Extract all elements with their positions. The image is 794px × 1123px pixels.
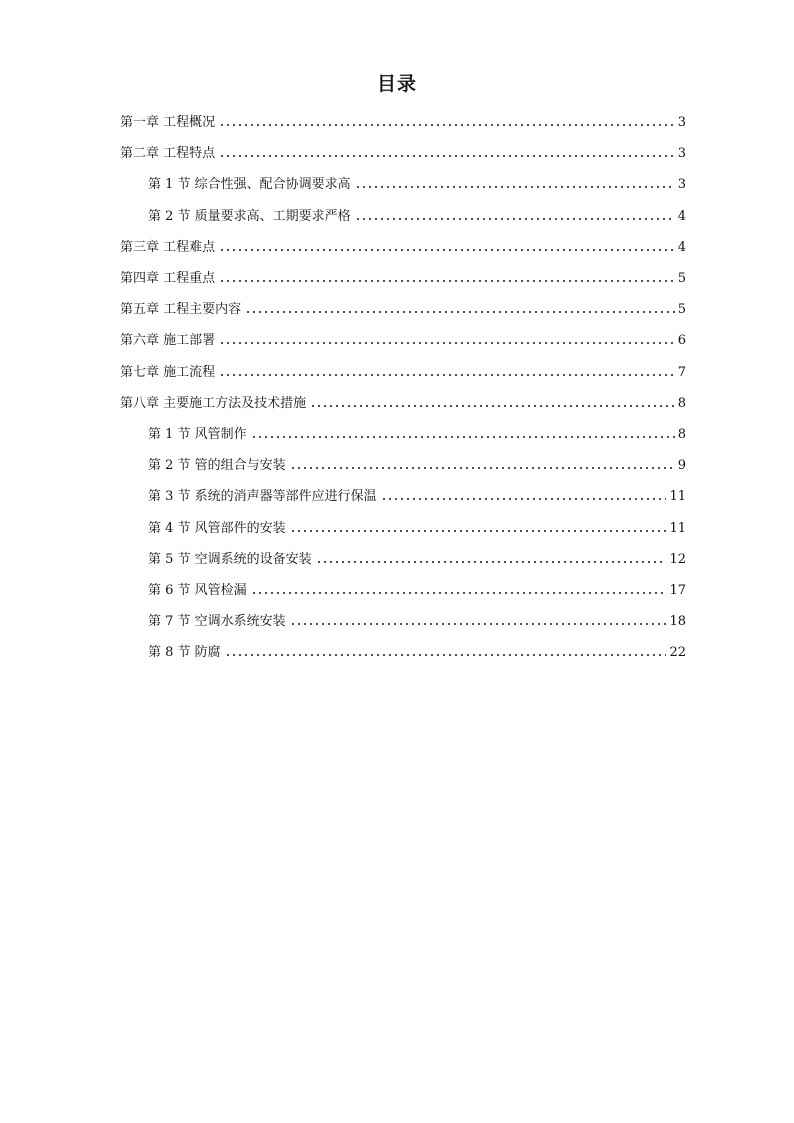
toc-entry-label: 第 2 节 质量要求高、工期要求严格 xyxy=(148,208,351,224)
toc-title: 目录 xyxy=(376,73,417,95)
toc-dot-leader xyxy=(251,434,675,440)
toc-chapter-entry[interactable] xyxy=(120,141,686,163)
toc-section-entry[interactable] xyxy=(148,422,686,444)
toc-page-number: 4 xyxy=(677,239,686,255)
toc-entry-label: 第七章 施工流程 xyxy=(120,364,216,380)
toc-section-entry[interactable] xyxy=(148,578,686,600)
toc-entry-label: 第 7 节 空调水系统安装 xyxy=(148,614,286,630)
toc-dot-leader xyxy=(316,559,667,565)
toc-dot-leader xyxy=(225,652,667,658)
toc-page-number: 5 xyxy=(677,302,686,318)
toc-chapter-entry[interactable] xyxy=(120,360,686,382)
toc-entry-label: 第 1 节 综合性强、配合协调要求高 xyxy=(148,177,351,193)
toc-page-number: 8 xyxy=(677,427,686,442)
toc-page-number: 4 xyxy=(677,208,686,224)
toc-entry-label: 第一章 工程概况 xyxy=(120,115,216,130)
toc-entry-label: 第 2 节 管的组合与安装 xyxy=(148,458,286,474)
toc-entry-label: 第三章 工程难点 xyxy=(120,239,216,255)
toc-entry-label: 第 6 节 风管检漏 xyxy=(148,583,247,598)
toc-dot-leader xyxy=(245,309,675,315)
toc-dot-leader xyxy=(381,496,667,502)
toc-page-number: 3 xyxy=(677,177,686,193)
toc-dot-leader xyxy=(219,372,675,378)
toc-page-number: 5 xyxy=(677,271,686,286)
toc-chapter-entry[interactable] xyxy=(120,297,686,319)
toc-section-entry[interactable] xyxy=(148,204,686,226)
toc-page-number: 9 xyxy=(677,458,686,474)
toc-dot-leader xyxy=(219,340,675,346)
toc-section-entry[interactable] xyxy=(148,640,686,662)
toc-entry-label: 第二章 工程特点 xyxy=(120,146,216,162)
toc-chapter-entry[interactable] xyxy=(120,110,686,132)
toc-dot-leader xyxy=(290,621,667,627)
toc-page-number: 3 xyxy=(677,115,686,130)
toc-page-number: 7 xyxy=(677,364,686,380)
toc-page-number: 8 xyxy=(677,395,686,411)
toc-entry-label: 第八章 主要施工方法及技术措施 xyxy=(120,395,307,411)
toc-dot-leader xyxy=(355,216,675,222)
toc-chapter-entry[interactable] xyxy=(120,391,686,413)
toc-chapter-entry[interactable] xyxy=(120,266,686,288)
toc-section-entry[interactable] xyxy=(148,516,686,538)
toc-section-entry[interactable] xyxy=(148,609,686,631)
toc-entry-label: 第 5 节 空调系统的设备安装 xyxy=(148,551,312,567)
toc-page-number: 12 xyxy=(669,551,686,567)
toc-entry-label: 第 4 节 风管部件的安装 xyxy=(148,520,286,536)
toc-dot-leader xyxy=(219,153,675,159)
toc-entry-label: 第 1 节 风管制作 xyxy=(148,427,247,442)
toc-page-number: 6 xyxy=(677,333,686,349)
toc-dot-leader xyxy=(290,528,667,534)
toc-chapter-entry[interactable] xyxy=(120,328,686,350)
toc-section-entry[interactable] xyxy=(148,172,686,194)
toc-page-number: 22 xyxy=(669,645,686,661)
toc-dot-leader xyxy=(251,590,667,596)
toc-page-number: 18 xyxy=(669,614,686,630)
toc-page-number: 17 xyxy=(669,583,686,598)
toc-page-number: 3 xyxy=(677,146,686,162)
toc-dot-leader xyxy=(219,278,675,284)
toc-entry-label: 第 8 节 防腐 xyxy=(148,645,221,661)
toc-dot-leader xyxy=(290,465,675,471)
toc-section-entry[interactable] xyxy=(148,453,686,475)
toc-dot-leader xyxy=(219,247,675,253)
toc-section-entry[interactable] xyxy=(148,484,686,506)
toc-dot-leader xyxy=(219,122,675,128)
toc-dot-leader xyxy=(355,184,675,190)
toc-entry-label: 第五章 工程主要内容 xyxy=(120,302,242,318)
toc-entry-label: 第四章 工程重点 xyxy=(120,271,216,286)
toc-entry-label: 第六章 施工部署 xyxy=(120,333,216,349)
toc-entry-label: 第 3 节 系统的消声器等部件应进行保温 xyxy=(148,489,377,505)
toc-page-number: 11 xyxy=(669,520,686,536)
toc-dot-leader xyxy=(310,403,675,409)
toc-page-number: 11 xyxy=(669,489,686,505)
toc-chapter-entry[interactable] xyxy=(120,235,686,257)
toc-section-entry[interactable] xyxy=(148,547,686,569)
